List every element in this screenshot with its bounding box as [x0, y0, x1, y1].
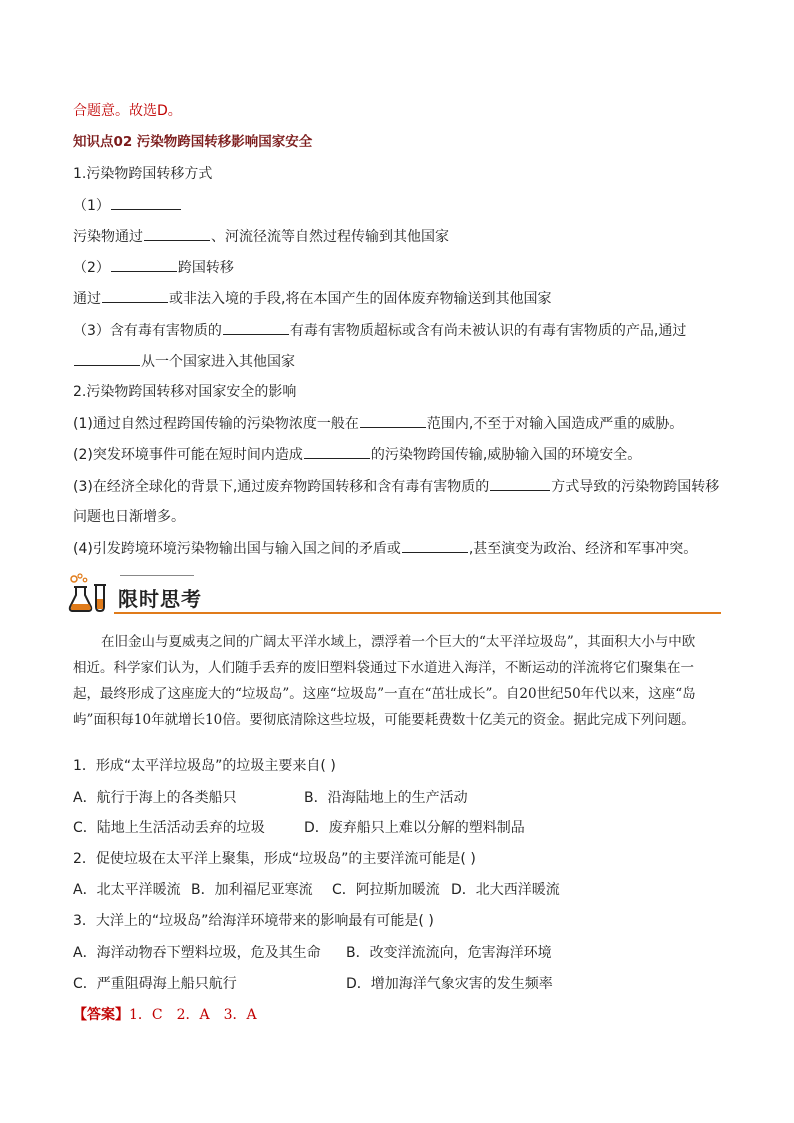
knowledge-point-title: 污染物跨国转移影响国家安全 [136, 134, 313, 150]
fill-blank[interactable] [223, 320, 289, 335]
thinking-title: 限时思考 [118, 587, 202, 611]
question-1-option-d[interactable]: D．废弃船只上难以分解的塑料制品 [304, 820, 525, 836]
knowledge-point-label: 知识点02 [73, 134, 133, 150]
question-2-option-c[interactable]: C．阿拉斯加暖流 [332, 882, 440, 898]
section2-p1: (1)通过自然过程跨国传输的污染物浓度一般在 范围内,不至于对输入国造成严重的威胁。 [73, 413, 683, 434]
section1-item1-desc: 污染物通过 、河流径流等自然过程传输到其他国家 [73, 226, 449, 247]
question-1-option-b[interactable]: B．沿海陆地上的生产活动 [304, 790, 468, 806]
fill-blank[interactable] [102, 288, 168, 303]
answer-values: 1．C 2．A 3．A [129, 1007, 257, 1023]
header-top-rule [120, 575, 194, 576]
question-2-option-b[interactable]: B．加利福尼亚寒流 [191, 882, 313, 898]
section2-p3-line2: 问题也日渐增多。 [73, 509, 185, 525]
question-3-option-a[interactable]: A．海洋动物吞下塑料垃圾，危及其生命 [73, 945, 321, 961]
fill-blank[interactable] [360, 413, 426, 428]
header-divider [114, 612, 721, 614]
passage-line-2: 相近。科学家们认为，人们随手丢弃的废旧塑料袋通过下水道进入海洋，不断运动的洋流将它们聚集在一 [73, 660, 694, 676]
section1-item2-desc: 通过 或非法入境的手段,将在本国产生的固体废弃物输送到其他国家 [73, 288, 551, 309]
fill-blank[interactable] [304, 444, 370, 459]
section2-p2: (2)突发环境事件可能在短时间内造成 的污染物跨国传输,威胁输入国的环境安全。 [73, 444, 641, 465]
section1-item3-line2: 从一个国家进入其他国家 [73, 351, 295, 372]
question-3-option-c[interactable]: C．严重阻碍海上船只航行 [73, 976, 237, 992]
fill-blank[interactable] [74, 351, 140, 366]
fill-blank[interactable] [144, 226, 210, 241]
question-3-option-d[interactable]: D．增加海洋气象灾害的发生频率 [346, 976, 553, 992]
fill-blank[interactable] [111, 195, 181, 210]
fill-blank[interactable] [402, 538, 468, 553]
answer-label: 【答案】 [73, 1007, 129, 1023]
fill-blank[interactable] [111, 257, 177, 272]
question-2-option-d[interactable]: D．北大西洋暖流 [451, 882, 560, 898]
question-3-stem: 3．大洋上的“垃圾岛”给海洋环境带来的影响最有可能是( ) [73, 913, 434, 929]
knowledge-point-heading [73, 132, 312, 152]
section2-p3: (3)在经济全球化的背景下,通过废弃物跨国转移和含有毒有害物质的 方式导致的污染物跨国转移 [73, 476, 719, 497]
passage-line-3: 起，最终形成了这座庞大的“垃圾岛”。这座“垃圾岛”一直在“茁壮成长”。自20世纪50年代以来，这座“岛 [73, 686, 696, 702]
section1-item1: （1） [73, 195, 182, 216]
fill-blank[interactable] [490, 476, 550, 491]
section1-item2: （2） 跨国转移 [73, 257, 234, 278]
question-3-option-b[interactable]: B．改变洋流流向，危害海洋环境 [346, 945, 552, 961]
answer-line [73, 1004, 257, 1024]
section2-p4: (4)引发跨境环境污染物输出国与输入国之间的矛盾或 ,甚至演变为政治、经济和军事冲突。 [73, 538, 697, 559]
section2-heading: 2.污染物跨国转移对国家安全的影响 [73, 384, 297, 400]
thinking-section-header [68, 573, 721, 615]
section1-heading: 1.污染物跨国转移方式 [73, 166, 213, 182]
question-1-option-c[interactable]: C．陆地上生活活动丢弃的垃圾 [73, 820, 265, 836]
question-1-stem: 1．形成“太平洋垃圾岛”的垃圾主要来自( ) [73, 758, 336, 774]
question-1-option-a[interactable]: A．航行于海上的各类船只 [73, 790, 237, 806]
section1-item3: （3）含有毒有害物质的 有毒有害物质超标或含有尚未被认识的有毒有害物质的产品,通过 [73, 320, 686, 341]
intro-line: 合题意。故选D。 [73, 103, 182, 119]
flask-icon [68, 573, 112, 613]
passage-line-1: 在旧金山与夏威夷之间的广阔太平洋水域上，漂浮着一个巨大的“太平洋垃圾岛”，其面积大小与中欧 [101, 634, 696, 650]
passage-line-4: 屿”面积每10年就增长10倍。要彻底清除这些垃圾，可能要耗费数十亿美元的资金。据此完成下列问题。 [73, 712, 695, 728]
question-2-stem: 2．促使垃圾在太平洋上聚集，形成“垃圾岛”的主要洋流可能是( ) [73, 851, 476, 867]
question-2-option-a[interactable]: A．北太平洋暖流 [73, 882, 181, 898]
